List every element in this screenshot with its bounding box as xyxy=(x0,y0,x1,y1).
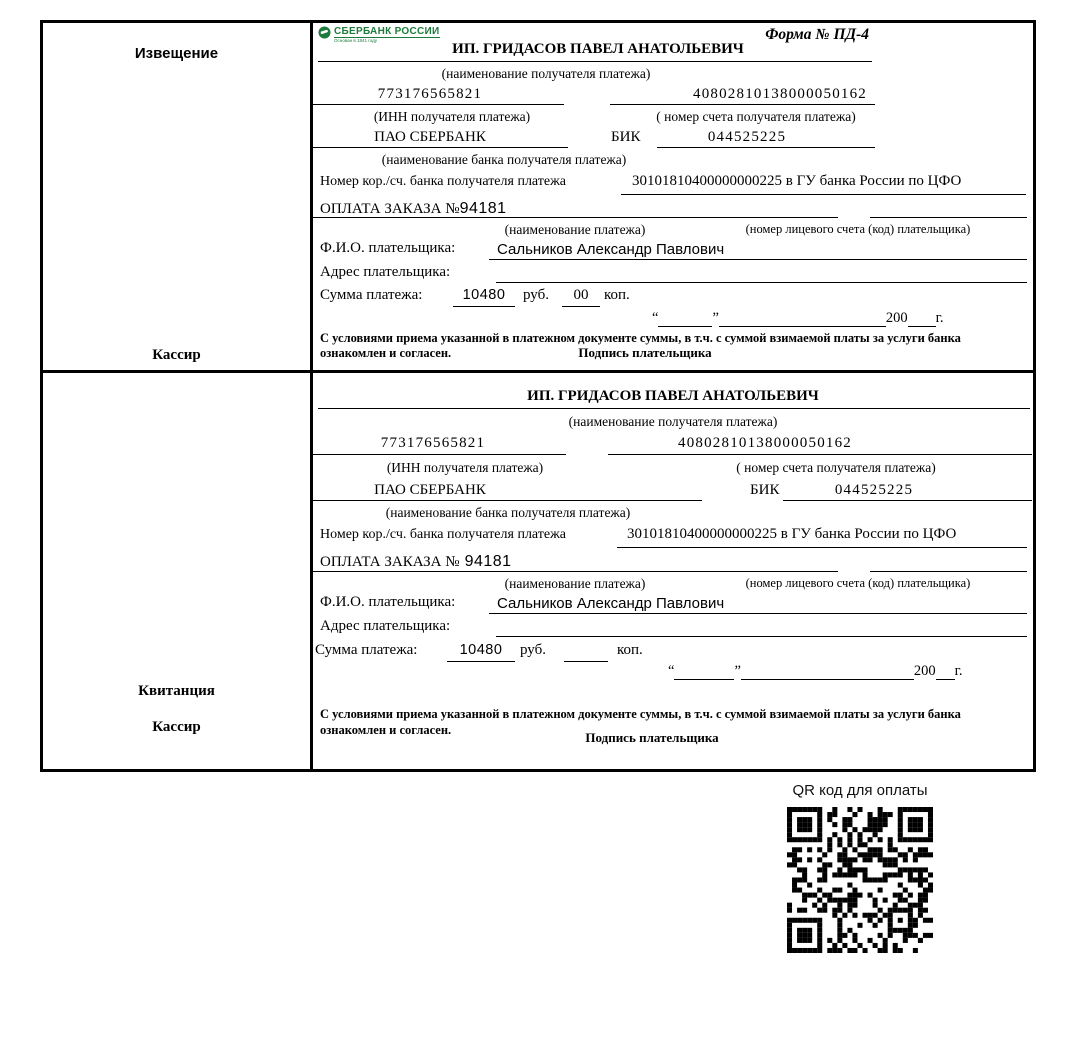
field-line xyxy=(783,500,1032,501)
form-title: Форма № ПД-4 xyxy=(765,26,869,43)
corr-account-label: Номер кор./сч. банка получателя платежа xyxy=(320,527,566,542)
sberbank-logo-icon xyxy=(318,26,331,44)
payer-address-label: Адрес плательщика: xyxy=(320,264,451,280)
agreement-line2: ознакомлен и согласен. xyxy=(320,723,452,737)
corr-account-value: 30101810400000000225 в ГУ банка России по ЦФО xyxy=(632,173,962,189)
kop-label: коп. xyxy=(604,287,630,303)
bik-value: 044525225 xyxy=(834,482,914,498)
field-line xyxy=(610,104,875,105)
inn-caption: (ИНН получателя платежа) xyxy=(373,109,531,124)
field-line xyxy=(313,104,564,105)
field-line xyxy=(496,282,1027,283)
amount-kop-field: 00 xyxy=(562,287,600,307)
year-suffix: г. xyxy=(954,663,963,679)
date-row xyxy=(668,662,963,680)
close-quote: ” xyxy=(712,310,719,326)
sum-label: Сумма платежа: xyxy=(320,287,423,303)
field-line xyxy=(313,500,702,501)
bank-wordmark: СБЕРБАНК РОССИИ xyxy=(334,26,440,37)
receipt-section xyxy=(43,370,1033,769)
agreement-line1: С условиями приема указанной в платежном документе суммы, в т.ч. с суммой взимаемой платы за услуги банка xyxy=(320,707,961,721)
bik-label: БИК xyxy=(750,482,780,498)
payer-account-caption: (номер лицевого счета (код) плательщика) xyxy=(745,576,971,590)
day-line xyxy=(674,662,734,680)
month-line xyxy=(741,662,914,680)
recipient-name-caption: (наименование получателя платежа) xyxy=(568,414,778,429)
agreement-line1: С условиями приема указанной в платежном документе суммы, в т.ч. с суммой взимаемой платы за услуги банка xyxy=(320,331,961,345)
bank-name-value: ПАО СБЕРБАНК xyxy=(374,482,486,498)
sum-label: Сумма платежа: xyxy=(315,642,418,658)
close-quote: ” xyxy=(734,663,741,679)
amount-rub-field: 10480 xyxy=(447,642,515,662)
field-line xyxy=(489,259,1027,260)
payment-name-value: ОПЛАТА ЗАКАЗА №94181 xyxy=(320,200,507,217)
year-suffix: г. xyxy=(935,310,944,326)
payer-fio-label: Ф.И.О. плательщика: xyxy=(320,240,456,256)
account-caption: ( номер счета получателя платежа) xyxy=(656,109,856,124)
field-line xyxy=(496,636,1027,637)
field-line xyxy=(621,194,1026,195)
year-prefix: 200 xyxy=(885,310,908,326)
field-line xyxy=(313,571,838,572)
field-line xyxy=(617,547,1027,548)
receipt-main-column xyxy=(313,373,1033,769)
rub-label: руб. xyxy=(520,642,546,658)
field-line xyxy=(489,613,1027,614)
order-number: 94181 xyxy=(459,200,507,217)
year-line xyxy=(908,309,936,327)
rub-label: руб. xyxy=(523,287,549,303)
payment-name-value: ОПЛАТА ЗАКАЗА № 94181 xyxy=(320,553,512,570)
account-value: 40802810138000050162 xyxy=(678,435,852,451)
notice-section xyxy=(43,23,1033,370)
month-line xyxy=(719,309,886,327)
field-line xyxy=(318,61,872,62)
bik-value: 044525225 xyxy=(707,129,787,145)
field-line xyxy=(657,147,875,148)
amount-kop-field xyxy=(564,642,608,662)
bank-name-caption: (наименование банка получателя платежа) xyxy=(385,505,631,520)
recipient-name-caption: (наименование получателя платежа) xyxy=(441,66,651,81)
receipt-side-label: Квитанция xyxy=(138,683,215,699)
year-line xyxy=(936,662,955,680)
agreement-line2: ознакомлен и согласен. xyxy=(320,346,452,360)
notice-side-label: Извещение xyxy=(134,45,219,62)
inn-caption: (ИНН получателя платежа) xyxy=(386,460,544,475)
bank-name-caption: (наименование банка получателя платежа) xyxy=(381,152,627,167)
kop-label: коп. xyxy=(617,642,643,658)
pd4-slip xyxy=(40,20,1036,772)
payer-fio-value: Сальников Александр Павлович xyxy=(497,241,725,258)
day-line xyxy=(658,309,712,327)
field-line xyxy=(313,454,566,455)
field-line xyxy=(608,454,1032,455)
cashier-label: Кассир xyxy=(152,347,201,363)
recipient-name: ИП. ГРИДАСОВ ПАВЕЛ АНАТОЛЬЕВИЧ xyxy=(452,41,744,57)
field-line xyxy=(318,408,1030,409)
signature-label: Подпись плательщика xyxy=(578,345,712,360)
qr-label: QR код для оплаты xyxy=(792,782,928,799)
field-line xyxy=(313,147,568,148)
bik-label: БИК xyxy=(611,129,641,145)
account-caption: ( номер счета получателя платежа) xyxy=(736,460,936,475)
receipt-side-column xyxy=(43,373,313,769)
year-prefix: 200 xyxy=(913,663,936,679)
payer-address-label: Адрес плательщика: xyxy=(320,618,451,634)
corr-account-value: 30101810400000000225 в ГУ банка России по ЦФО xyxy=(627,526,957,542)
payment-name-caption: (наименование платежа) xyxy=(504,576,646,591)
inn-value: 773176565821 xyxy=(377,86,483,102)
order-number: 94181 xyxy=(464,553,512,570)
date-row xyxy=(652,309,944,327)
bank-name-value: ПАО СБЕРБАНК xyxy=(374,129,486,145)
payer-account-caption: (номер лицевого счета (код) плательщика) xyxy=(745,222,971,236)
open-quote: “ xyxy=(668,663,675,679)
field-line xyxy=(870,217,1027,218)
open-quote: “ xyxy=(652,310,659,326)
account-value: 40802810138000050162 xyxy=(693,86,867,102)
cashier-label: Кассир xyxy=(152,719,201,735)
notice-side-column xyxy=(43,23,313,370)
bank-tagline: Основан в 1841 году xyxy=(334,38,378,43)
field-line xyxy=(870,571,1027,572)
qr-code xyxy=(787,807,933,953)
payer-fio-value: Сальников Александр Павлович xyxy=(497,595,725,612)
inn-value: 773176565821 xyxy=(380,435,486,451)
field-line xyxy=(313,217,838,218)
recipient-name: ИП. ГРИДАСОВ ПАВЕЛ АНАТОЛЬЕВИЧ xyxy=(527,388,819,404)
notice-main-column xyxy=(313,23,1033,370)
signature-label: Подпись плательщика xyxy=(585,730,719,745)
payer-fio-label: Ф.И.О. плательщика: xyxy=(320,594,456,610)
payment-name-caption: (наименование платежа) xyxy=(504,222,646,237)
amount-rub-field: 10480 xyxy=(453,287,515,307)
corr-account-label: Номер кор./сч. банка получателя платежа xyxy=(320,174,566,189)
